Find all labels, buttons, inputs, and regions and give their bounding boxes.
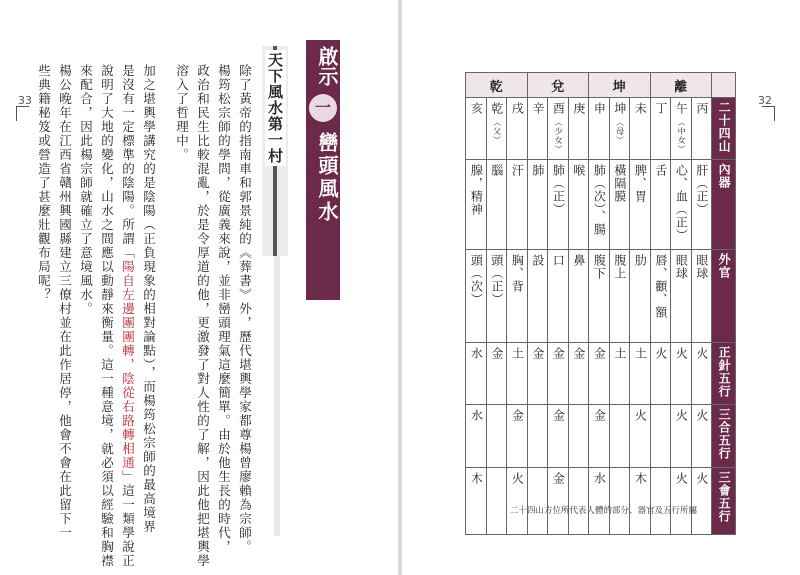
cell-subtext: （少女） (554, 118, 564, 154)
row-header (712, 405, 736, 468)
cell-text: 午 (674, 102, 689, 115)
corner-mark-right (762, 106, 775, 121)
cell-text: 頭（正） (489, 254, 504, 306)
body-column: 除了黃帝的指南車和郭景純的《葬書》外，歷代堪輿學家都尊楊曾廖賴為宗師。 (237, 64, 253, 554)
table-cell (589, 343, 610, 405)
table-cell (568, 405, 589, 468)
cell-text: 眼球 (694, 254, 709, 280)
table-cell (527, 160, 548, 250)
row-header (712, 468, 736, 535)
cell-text: 金 (551, 472, 566, 485)
table-cell (548, 405, 569, 468)
cell-text: 土 (510, 347, 525, 360)
body-text: 是沒有一定標準的陰陽。所謂「 (120, 64, 136, 260)
cell-text: 唇、顴、額 (653, 254, 668, 319)
cell-text: 肺 (530, 164, 545, 177)
table-cell (486, 468, 507, 535)
table-row (466, 468, 736, 535)
body-column: 些典籍秘笈或營造了甚麼壯觀布局呢？ (36, 64, 52, 302)
table-cell (507, 343, 528, 405)
cell-text: 腦 (489, 164, 504, 177)
body-column: 加之堪輿學講究的是陰陽（正負現象的相對論點），而楊筠松宗師的最高境界 (141, 64, 157, 534)
table-cell (568, 468, 589, 535)
table-cell (548, 343, 569, 405)
cell-subtext: （父） (492, 118, 502, 145)
table-cell (671, 468, 692, 535)
table-cell (609, 160, 630, 250)
cell-text: 未 (633, 102, 648, 115)
body-column: 楊公晚年在江西省贛州興國縣建立三僚村並在此作居停，他會不會在此留下一 (57, 64, 73, 540)
section-rule (274, 256, 280, 536)
row-header (712, 160, 736, 250)
cell-text: 火 (633, 409, 648, 422)
cell-text: 胸、背 (510, 254, 525, 293)
cell-text: 丙 (694, 102, 709, 115)
table-cell (630, 160, 651, 250)
cell-subtext: （母） (615, 118, 625, 145)
table-cell (548, 160, 569, 250)
body-text: 」這一類學說正 (120, 470, 136, 568)
table-row (466, 250, 736, 343)
cell-text: 橫隔膜 (612, 164, 627, 203)
table-cell (589, 468, 610, 535)
header-corner (712, 73, 736, 98)
table-cell (691, 160, 712, 250)
cell-text: 肺（正） (551, 164, 566, 216)
table-row (466, 160, 736, 250)
table-cell (527, 343, 548, 405)
body-column: 政治和民生比較混亂，於是令厚道的他，更激發了對人性的了解，因此他把堪輿學 (195, 64, 211, 568)
cell-text: 金 (551, 409, 566, 422)
cell-text: 亥 (469, 102, 484, 115)
table-cell (671, 98, 692, 160)
table-cell (691, 468, 712, 535)
body-column: 來配合，因此楊宗師就確立了意境風水。 (78, 64, 94, 316)
table-cell (630, 98, 651, 160)
cell-text: 土 (612, 347, 627, 360)
cell-text: 頭（次） (469, 254, 484, 306)
table-cell (609, 98, 630, 160)
cell-text: 坤 (612, 102, 627, 115)
table-caption: 二十四山方位所代表人體的部分、器官及五行所屬 (510, 506, 698, 516)
cell-text: 火 (674, 409, 689, 422)
row-header-text: 外官 (717, 253, 732, 279)
cell-subtext: （中女） (677, 118, 687, 154)
mountains-table (465, 72, 736, 535)
table-cell (630, 405, 651, 468)
cell-text: 腹下 (592, 254, 607, 280)
table-cell (609, 343, 630, 405)
section-header (262, 46, 288, 256)
table-cell (671, 343, 692, 405)
cell-text: 金 (571, 347, 586, 360)
red-quote: 陽自左邊團團轉，陰從右路轉相通 (120, 260, 136, 470)
cell-text: 腺，精神 (469, 164, 484, 216)
table-cell (486, 160, 507, 250)
group-header: 乾 (466, 73, 528, 98)
cell-text: 金 (551, 347, 566, 360)
table-cell (527, 250, 548, 343)
left-page (0, 0, 398, 575)
table-cell (548, 468, 569, 535)
group-header: 離 (650, 73, 712, 98)
table-cell (466, 98, 487, 160)
cell-text: 酉 (551, 102, 566, 115)
table-cell (650, 468, 671, 535)
table-cell (589, 160, 610, 250)
table-cell (630, 343, 651, 405)
table-cell (691, 405, 712, 468)
table-cell (589, 98, 610, 160)
cell-text: 金 (530, 347, 545, 360)
chapter-label: 啟示 (315, 46, 339, 86)
cell-text: 申 (592, 102, 607, 115)
table-cell (527, 98, 548, 160)
cell-text: 木 (469, 472, 484, 485)
cell-text: 水 (469, 409, 484, 422)
table-cell (568, 250, 589, 343)
body-column (121, 64, 134, 568)
table-cell (466, 160, 487, 250)
group-header-row (466, 73, 736, 98)
table-cell (630, 468, 651, 535)
table-cell (650, 98, 671, 160)
cell-text: 口 (551, 254, 566, 267)
page-number-right: 32 (758, 94, 772, 107)
row-header-text: 二十四山 (717, 101, 732, 153)
body-column: 楊筠松宗師的學問，從廣義來說，並非巒頭理氣這麼簡單。由於他生長的時代， (216, 64, 232, 554)
table-cell (671, 405, 692, 468)
table-cell (486, 405, 507, 468)
cell-text: 喉 (571, 164, 586, 177)
table-cell (548, 98, 569, 160)
cell-text: 火 (510, 472, 525, 485)
row-header (712, 343, 736, 405)
table-cell (568, 160, 589, 250)
cell-text: 肋 (633, 254, 648, 267)
table-row (466, 98, 736, 160)
cell-text: 肝（正） (694, 164, 709, 216)
cell-text: 戌 (510, 102, 525, 115)
cell-text: 肺（次）、腸 (592, 164, 607, 236)
table-cell (691, 98, 712, 160)
body-column: 溶入了哲理中。 (174, 64, 190, 162)
cell-text: 腹上 (612, 254, 627, 280)
table-cell (507, 468, 528, 535)
cell-text: 金 (510, 409, 525, 422)
table-cell (486, 343, 507, 405)
row-header-text: 三會五行 (717, 471, 732, 523)
table-cell (486, 98, 507, 160)
table-cell (548, 250, 569, 343)
cell-text: 丁 (653, 102, 668, 115)
section-title: 天下風水第一村 (266, 52, 284, 164)
table-cell (486, 250, 507, 343)
table-cell (568, 98, 589, 160)
chapter-number: 一 (309, 94, 337, 122)
chapter-tab (306, 40, 340, 300)
cell-text: 汗 (510, 164, 525, 177)
row-header-text: 正針五行 (717, 346, 732, 398)
cell-text: 脾、胃 (633, 164, 648, 203)
cell-text: 火 (694, 409, 709, 422)
table-cell (527, 468, 548, 535)
cell-text: 眼球 (674, 254, 689, 280)
cell-text: 木 (633, 472, 648, 485)
cell-text: 辛 (530, 102, 545, 115)
table-cell (466, 343, 487, 405)
table-cell (466, 250, 487, 343)
chapter-title: 巒頭風水 (315, 132, 339, 224)
table-cell (609, 250, 630, 343)
group-header: 兌 (527, 73, 589, 98)
cell-text: 火 (694, 347, 709, 360)
corner-mark-left (16, 106, 29, 121)
table-cell (466, 405, 487, 468)
table-cell (507, 98, 528, 160)
cell-text: 火 (653, 347, 668, 360)
group-header: 坤 (589, 73, 651, 98)
cell-text: 舌 (653, 164, 668, 177)
table-cell (691, 343, 712, 405)
table-cell (507, 405, 528, 468)
table-cell (589, 405, 610, 468)
row-header-text: 三合五行 (717, 408, 732, 460)
cell-text: 金 (592, 347, 607, 360)
table-cell (507, 160, 528, 250)
body-column: 說明了大地的變化，山水之間應以動靜來衡量。這一種意境，就必須以經驗和胸襟 (99, 64, 115, 568)
table-cell (650, 405, 671, 468)
cell-text: 火 (674, 472, 689, 485)
cell-text: 金 (592, 409, 607, 422)
cell-text: 鼻 (571, 254, 586, 267)
table-cell (671, 160, 692, 250)
row-header (712, 250, 736, 343)
table-cell (466, 468, 487, 535)
table-cell (650, 250, 671, 343)
row-header-text: 內器 (717, 163, 732, 189)
table-cell (609, 405, 630, 468)
table-row (466, 343, 736, 405)
cell-text: 金 (489, 347, 504, 360)
table-cell (691, 250, 712, 343)
cell-text: 心、血（正） (674, 164, 689, 242)
cell-text: 乾 (489, 102, 504, 115)
table-cell (609, 468, 630, 535)
table-cell (650, 343, 671, 405)
table-cell (671, 250, 692, 343)
row-header (712, 98, 736, 160)
table-row (466, 405, 736, 468)
cell-text: 庚 (571, 102, 586, 115)
table-cell (507, 250, 528, 343)
cell-text: 水 (469, 347, 484, 360)
table-cell (589, 250, 610, 343)
table-cell (630, 250, 651, 343)
table-cell (527, 405, 548, 468)
page-number-left: 33 (18, 94, 32, 107)
cell-text: 火 (694, 472, 709, 485)
cell-text: 土 (633, 347, 648, 360)
cell-text: 水 (592, 472, 607, 485)
cell-text: 設 (530, 254, 545, 267)
table-cell (650, 160, 671, 250)
cell-text: 火 (674, 347, 689, 360)
table-cell (568, 343, 589, 405)
